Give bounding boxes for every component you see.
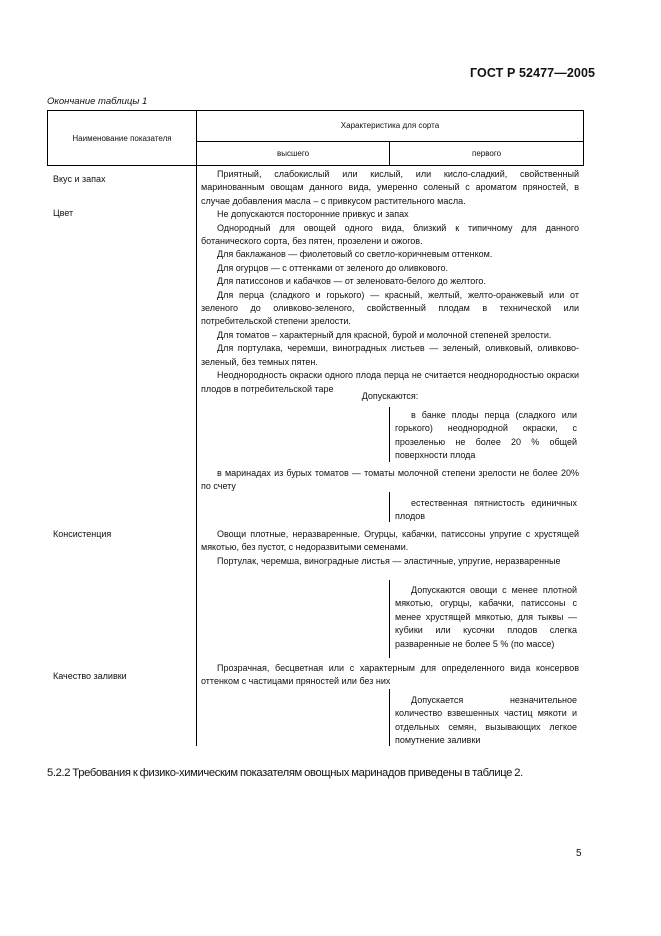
taste-color-text [201,168,579,396]
color-first-grade-spots: естественная пятнистость единичных плодов [395,498,577,522]
color-paragraph: Однородный для овощей одного вида, близкий к типичному для данного ботанического сорта, без пятен, прозелени и ожогов. [201,222,579,247]
fill-first-grade: Допускается незначительное количество взвешенных частиц мякоти и отдельных семян, вызывающих легкое помутнение заливки [395,695,577,746]
row-name-consistency: Консистенция [53,529,112,539]
color-paragraph: Для томатов – характерный для красной, бурой и молочной степеней зрелости. [217,329,552,340]
header-grade-characteristic: Характеристика для сорта [340,121,440,130]
table-header-bottom-border [47,165,583,166]
header-grade-higher: высшего [276,149,310,158]
header-grade-first: первого [471,149,502,158]
consistency-grade-divider [389,580,390,658]
color-grade-divider [389,407,390,462]
table-right-border [583,110,584,166]
document-code: ГОСТ Р 52477—2005 [470,66,596,80]
fill-grade-divider [389,689,390,746]
row-name-fill: Качество заливки [53,671,127,681]
color-paragraph: Для перца (сладкого и горького) — красный, желтый, желто-оранжевый или от зеленого до оливково-зеленого, свойственный плодам в технической или потребительской степени зрелости. [201,289,579,327]
color-tomatoes-both-grades: в маринадах из бурых томатов — томаты молочной степени зрелости не более 20% по счету [201,468,579,492]
color-paragraph: Для патиссонов и кабачков — от зеленовато-белого до желтого. [217,276,486,287]
section-paragraph: 5.2.2 Требования к физико-химическим показателям овощных маринадов приведены в таблице 2. [47,767,523,779]
taste-restriction: Не допускаются посторонние привкус и запах [217,209,409,220]
color-paragraph: Для огурцов — с оттенками от зеленого до оливкового. [217,262,448,273]
color-first-grade-pepper: в банке плоды перца (сладкого или горького) неоднородной окраски, с прозеленью не более 20 % общей поверхности плода [395,410,577,461]
consistency-description: Овощи плотные, неразваренные. Огурцы, кабачки, патиссоны упругие с хрустящей мякотью, без пустот, с недоразвитыми семенами. [201,529,579,553]
taste-description: Приятный, слабокислый или кислый, или кисло-сладкий, свойственный маринованным овощам данного вида, умеренно соленый с ароматом пряностей, в случае добавления масла – с привкусом растительного масла. [201,169,579,206]
consistency-leaves: Портулак, черемша, виноградные листья — эластичные, упругие, неразваренные [217,555,561,566]
table-body-divider [196,166,197,746]
header-indicator-name: Наименование показателя [72,134,172,143]
fill-text: Прозрачная, бесцветная или с характерным для определенного вида консервов оттенком с частицами пряностей или без них [201,663,579,687]
color-paragraph: Для баклажанов — фиолетовый со светло-коричневым оттенком. [217,249,493,260]
row-name-taste: Вкус и запах [53,174,106,184]
color-paragraph: Неоднородность окраски одного плода перца не считается неоднородностью окраски плодов в потребительской таре [201,370,579,394]
table-top-border [47,110,583,111]
consistency-text [201,528,579,568]
table-caption: Окончание таблицы 1 [47,96,148,107]
consistency-first-grade: Допускаются овощи с менее плотной мякотью, огурцы, кабачки, патиссоны с менее хрустящей мякотью, для тыквы — кубики или кусочки плодов слегка разваренные не более 5 % (по массе) [395,585,577,649]
color-paragraph: Для портулака, черемши, виноградных листьев — зеленый, оливковый, оливково-зеленый, без темных пятен. [201,343,579,367]
page-number: 5 [576,848,582,859]
color-allowed-label: Допускаются: [361,391,419,401]
color-spots-divider [389,492,390,522]
row-name-color: Цвет [53,208,74,218]
